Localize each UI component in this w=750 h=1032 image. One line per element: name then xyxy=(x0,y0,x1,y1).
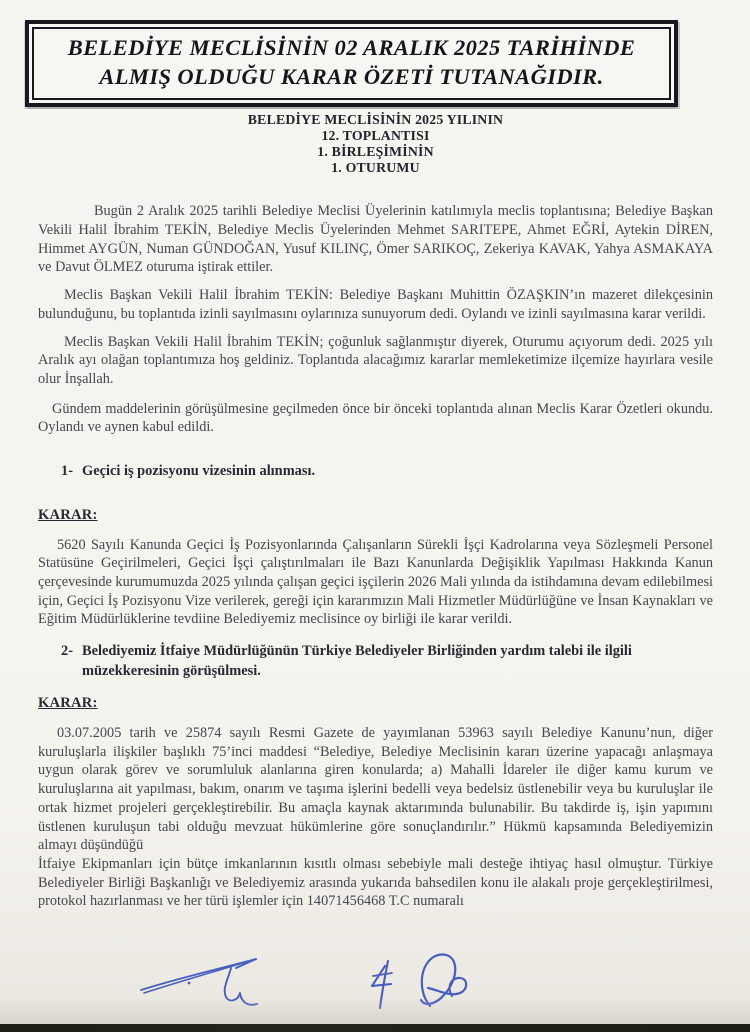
agenda-item-1-number: 1- xyxy=(61,463,73,480)
paragraph-mayor-excuse: Meclis Başkan Vekili Halil İbrahim TEKİN: Belediye Başkanı Muhittin ÖZAŞKIN’ın mazeret dilekçesinin bulunduğunu, bu toplantıda izinli sayılmasını oylarınıza sunuyorum dedi. Oylandı ve izinli sayılmasına karar verildi. xyxy=(38,287,713,322)
agenda-item-1-heading xyxy=(38,462,713,482)
decision-2-label: KARAR: xyxy=(38,695,98,712)
signature-left xyxy=(141,959,257,1005)
decision-1-text: 5620 Sayılı Kanunda Geçici İş Pozisyonlarında Çalışanların Sürekli İşçi Kadrolarına veya Sözleşmeli Personel Statüsüne Geçirilmeleri, Geçici İşçi çalıştırılmaları ile Bazı Kanunlarda Değişiklik Yapılması Hakkında Kanun çerçevesinde kurumumuzda 2025 yılında çalışan geçici işçilerin 2026 Mali yılında da istihdamına devam edilebilmesi için, Geçici İş Pozisyonu Vize verilerek, gereği için kararımızın Mali Hizmetler Müdürlüğüne ve İnsan Kaynakları ve Eğitim Müdürlüklerine tevdiine Belediyemiz meclisince oy birliği ile karar verildi. xyxy=(38,536,713,628)
document-title-line1: BELEDİYE MECLİSİNİN 02 ARALIK 2025 TARİHİNDE xyxy=(67,35,636,60)
decision-2-text-part2: İtfaiye Ekipmanları için bütçe imkanlarının kısıtlı olması sebebiyle mali desteğe ihtiyaç hasıl olmuştur. Türkiye Belediyeler Birliği Başkanlığı ve Belediyemiz arasında yukarıda bahsedilen konu ile alakalı proje gerçekleştirilmesi, protokol hazırlanması ve her türü işlemler için 14071456468 T.C numaralı xyxy=(38,855,713,910)
meeting-info-line-4: 1. OTURUMU xyxy=(331,159,420,175)
meeting-info-line-3: 1. BİRLEŞİMİNİN xyxy=(317,143,434,159)
agenda-item-2-number: 2- xyxy=(61,643,73,660)
meeting-info-line-1: BELEDİYE MECLİSİNİN 2025 YILININ xyxy=(247,112,504,128)
paragraph-previous-minutes: Gündem maddelerinin görüşülmesine geçilmeden önce bir önceki toplantıda alınan Meclis Karar Özetleri okundu. Oylandı ve aynen kabul edildi. xyxy=(38,400,713,436)
scan-edge-strip xyxy=(0,1024,750,1032)
paragraph-session-opening: Meclis Başkan Vekili Halil İbrahim TEKİN; çoğunluk sağlanmıştır diyerek, Oturumu açıyorum dedi. 2025 yılı Aralık ayı olağan toplantımıza hoş geldiniz. Toplantıda alacağımız kararlar memleketimize ilçemize hayırlara vesile olur İnşallah. xyxy=(38,333,713,387)
agenda-item-1-title: Geçici iş pozisyonu vizesinin alınması. xyxy=(82,463,316,480)
meeting-info-line-2: 12. TOPLANTISI xyxy=(321,127,430,143)
agenda-item-2-title: Belediyemiz İtfaiye Müdürlüğünün Türkiye Belediyeler Birliğinden yardım talebi ile ilgili müzekkeresinin görüşülmesi. xyxy=(82,643,632,679)
agenda-item-2-heading xyxy=(38,642,713,681)
meeting-info xyxy=(38,112,713,175)
decision-1-label: KARAR: xyxy=(38,506,98,523)
title-box xyxy=(25,20,678,107)
paragraph-attendance: Bugün 2 Aralık 2025 tarihli Belediye Meclisi Üyelerinin katılımıyla meclis toplantısına; Belediye Başkan Vekili Halil İbrahim TEKİN, Belediye Meclis Üyelerinden Mehmet SARITEPE, Ahmet EĞRİ, Aytekin DİREN, Himmet AYGÜN, Numan GÜNDOĞAN, Yusuf KILINÇ, Ömer SARIKOÇ, Zekeriya KAVAK, Yahya ASMAKAYA ve Davut ÖLMEZ oturuma iştirak ettiler. xyxy=(38,203,713,276)
signature-middle xyxy=(372,961,392,1008)
signatures-svg xyxy=(0,946,750,1032)
document-title-line2: ALMIŞ OLDUĞU KARAR ÖZETİ TUTANAĞIDIR. xyxy=(99,63,604,89)
title-box-inner xyxy=(32,27,671,100)
decision-2-text-part1: 03.07.2005 tarih ve 25874 sayılı Resmi Gazete de yayımlanan 53963 sayılı Belediye Kanunu’nun, diğer kuruluşlarla ilişkiler başlıklı 75’inci maddesi “Belediye, Belediye Meclisinin kararı üzerine yapacağı anlaşmaya uygun olarak görev ve sorumluluk alanlarına giren konularda; a) Mahalli İdareler ile diğer kamu kurum ve kuruluşlarına ait yapılması, bakım, onarım ve taşıma işlerini bedelli veya bedelsiz üstlenebilir veya bu kuruluşlar ile ortak hizmet projeleri gerçekleştirebilir. Bu amaçla kaynak aktarımında bulunabilir. Bu takdirde iş, işin yapımını üstlenen kuruluşun tabi olduğu mevzuat hükümlerine göre sonuçlandırılır.” Hükmü kapsamında Belediyemizin almayı düşündüğü xyxy=(38,725,713,854)
handwritten-signatures xyxy=(0,946,750,1032)
signature-right xyxy=(421,955,466,1007)
